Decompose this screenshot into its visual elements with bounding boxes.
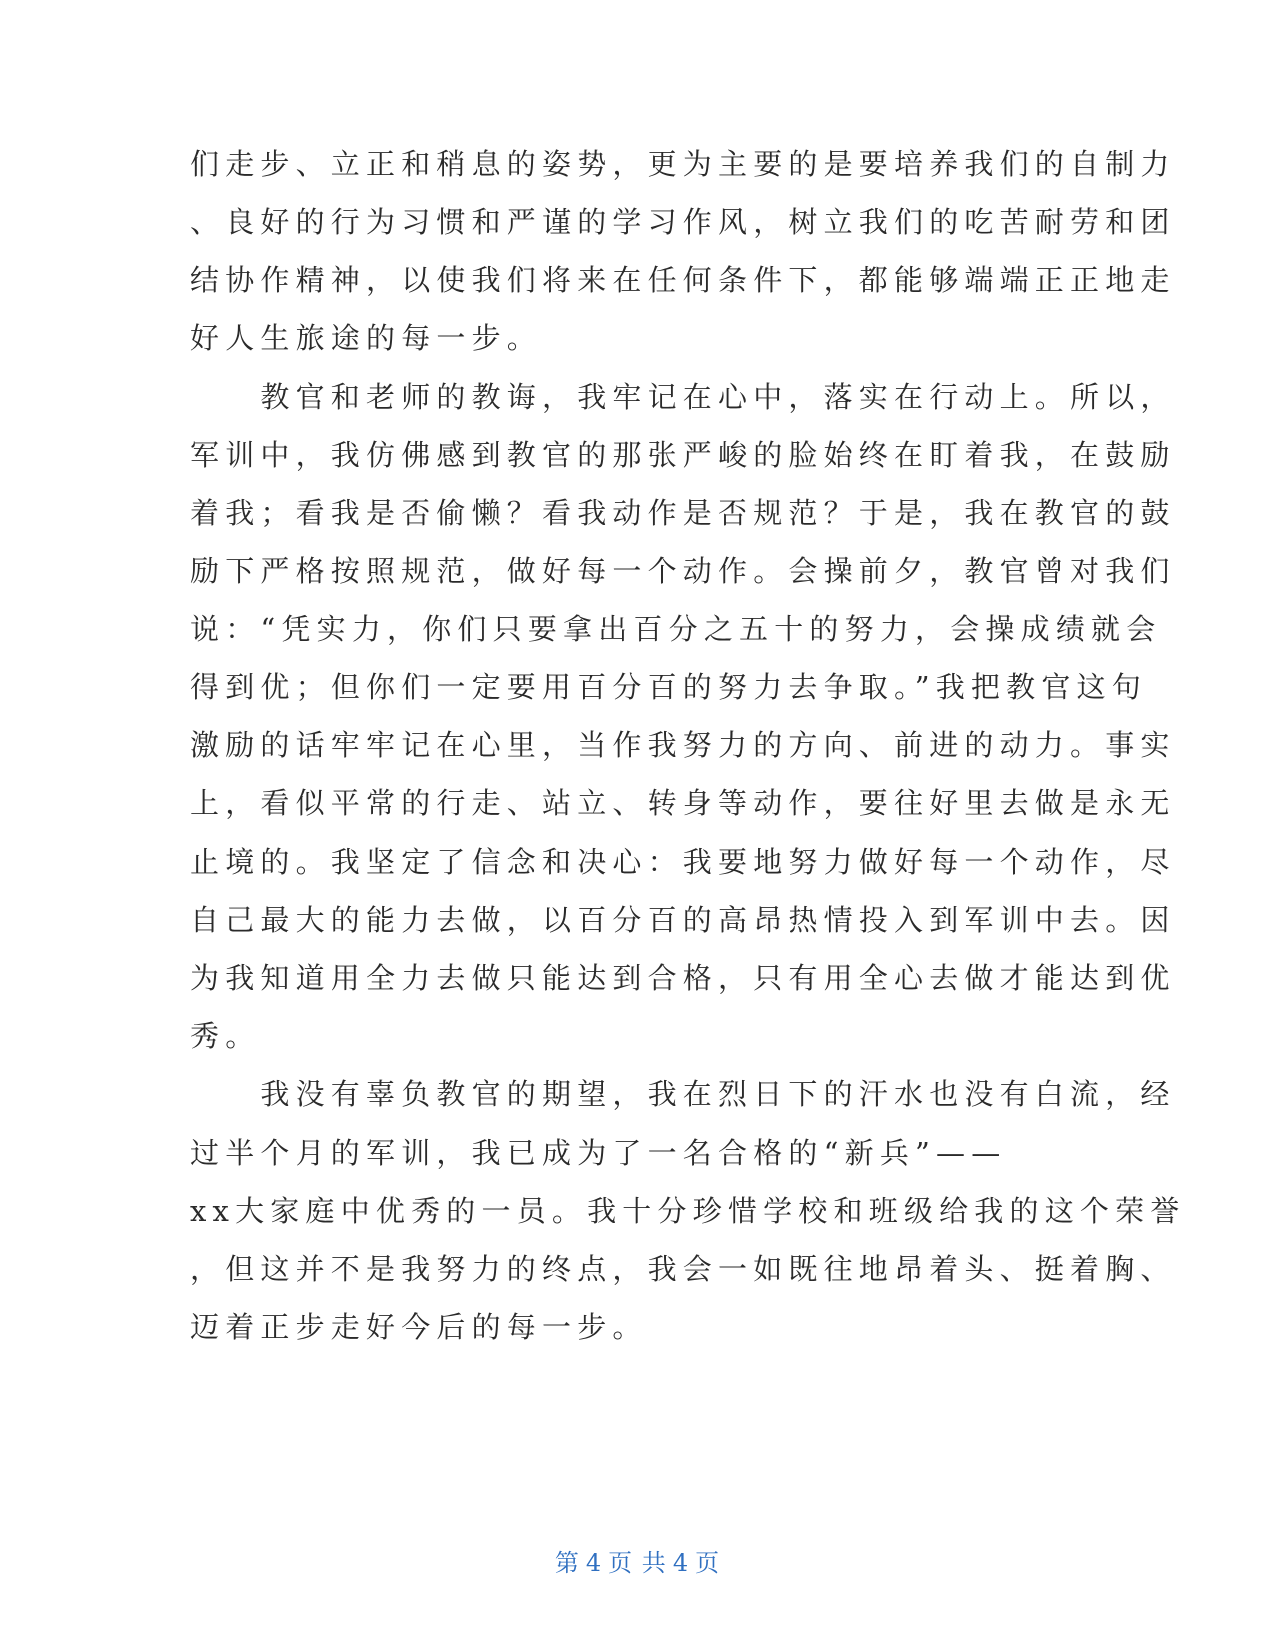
text-line: 说：“凭实力，你们只要拿出百分之五十的努力，会操成绩就会	[190, 612, 1162, 646]
text-line: 好人生旅途的每一步。	[190, 321, 543, 355]
text-line: 我没有辜负教官的期望，我在烈日下的汗水也没有白流，经	[190, 1077, 1176, 1111]
text-line: xx大家庭中优秀的一员。我十分珍惜学校和班级给我的这个荣誉	[190, 1194, 1186, 1228]
text-line: 自己最大的能力去做，以百分百的高昂热情投入到军训中去。因	[190, 903, 1176, 937]
footer-suffix: 页	[695, 1549, 721, 1577]
text-line: 、良好的行为习惯和严谨的学习作风，树立我们的吃苦耐劳和团	[190, 205, 1176, 239]
footer-page-number: 4	[585, 1549, 603, 1577]
text-line: 教官和老师的教诲，我牢记在心中，落实在行动上。所以，	[190, 380, 1176, 414]
text-line: 励下严格按照规范，做好每一个动作。会操前夕，教官曾对我们	[190, 554, 1176, 588]
text-line: 止境的。我坚定了信念和决心：我要地努力做好每一个动作，尽	[190, 845, 1176, 879]
text-line: 上，看似平常的行走、站立、转身等动作，要往好里去做是永无	[190, 786, 1176, 820]
text-line: 过半个月的军训，我已成为了一名合格的“新兵”——	[190, 1136, 1007, 1170]
text-line: 军训中，我仿佛感到教官的那张严峻的脸始终在盯着我，在鼓励	[190, 438, 1176, 472]
text-line: 着我；看我是否偷懒？看我动作是否规范？于是，我在教官的鼓	[190, 496, 1176, 530]
footer-prefix: 第	[554, 1549, 580, 1577]
footer-total-pages: 4	[672, 1549, 690, 1577]
text-line: 为我知道用全力去做只能达到合格，只有用全心去做才能达到优	[190, 961, 1176, 995]
text-line: 得到优；但你们一定要用百分百的努力去争取。”我把教官这句	[190, 670, 1147, 704]
page-footer	[0, 1543, 1275, 1578]
text-line: 激励的话牢牢记在心里，当作我努力的方向、前进的动力。事实	[190, 728, 1176, 762]
text-line: 结协作精神，以使我们将来在任何条件下，都能够端端正正地走	[190, 263, 1176, 297]
text-line: 们走步、立正和稍息的姿势，更为主要的是要培养我们的自制力	[190, 147, 1176, 181]
text-line: 秀。	[190, 1019, 261, 1053]
text-line: 迈着正步走好今后的每一步。	[190, 1310, 648, 1344]
footer-middle: 页 共	[608, 1549, 667, 1577]
text-line: ，但这并不是我努力的终点，我会一如既往地昂着头、挺着胸、	[190, 1252, 1176, 1286]
